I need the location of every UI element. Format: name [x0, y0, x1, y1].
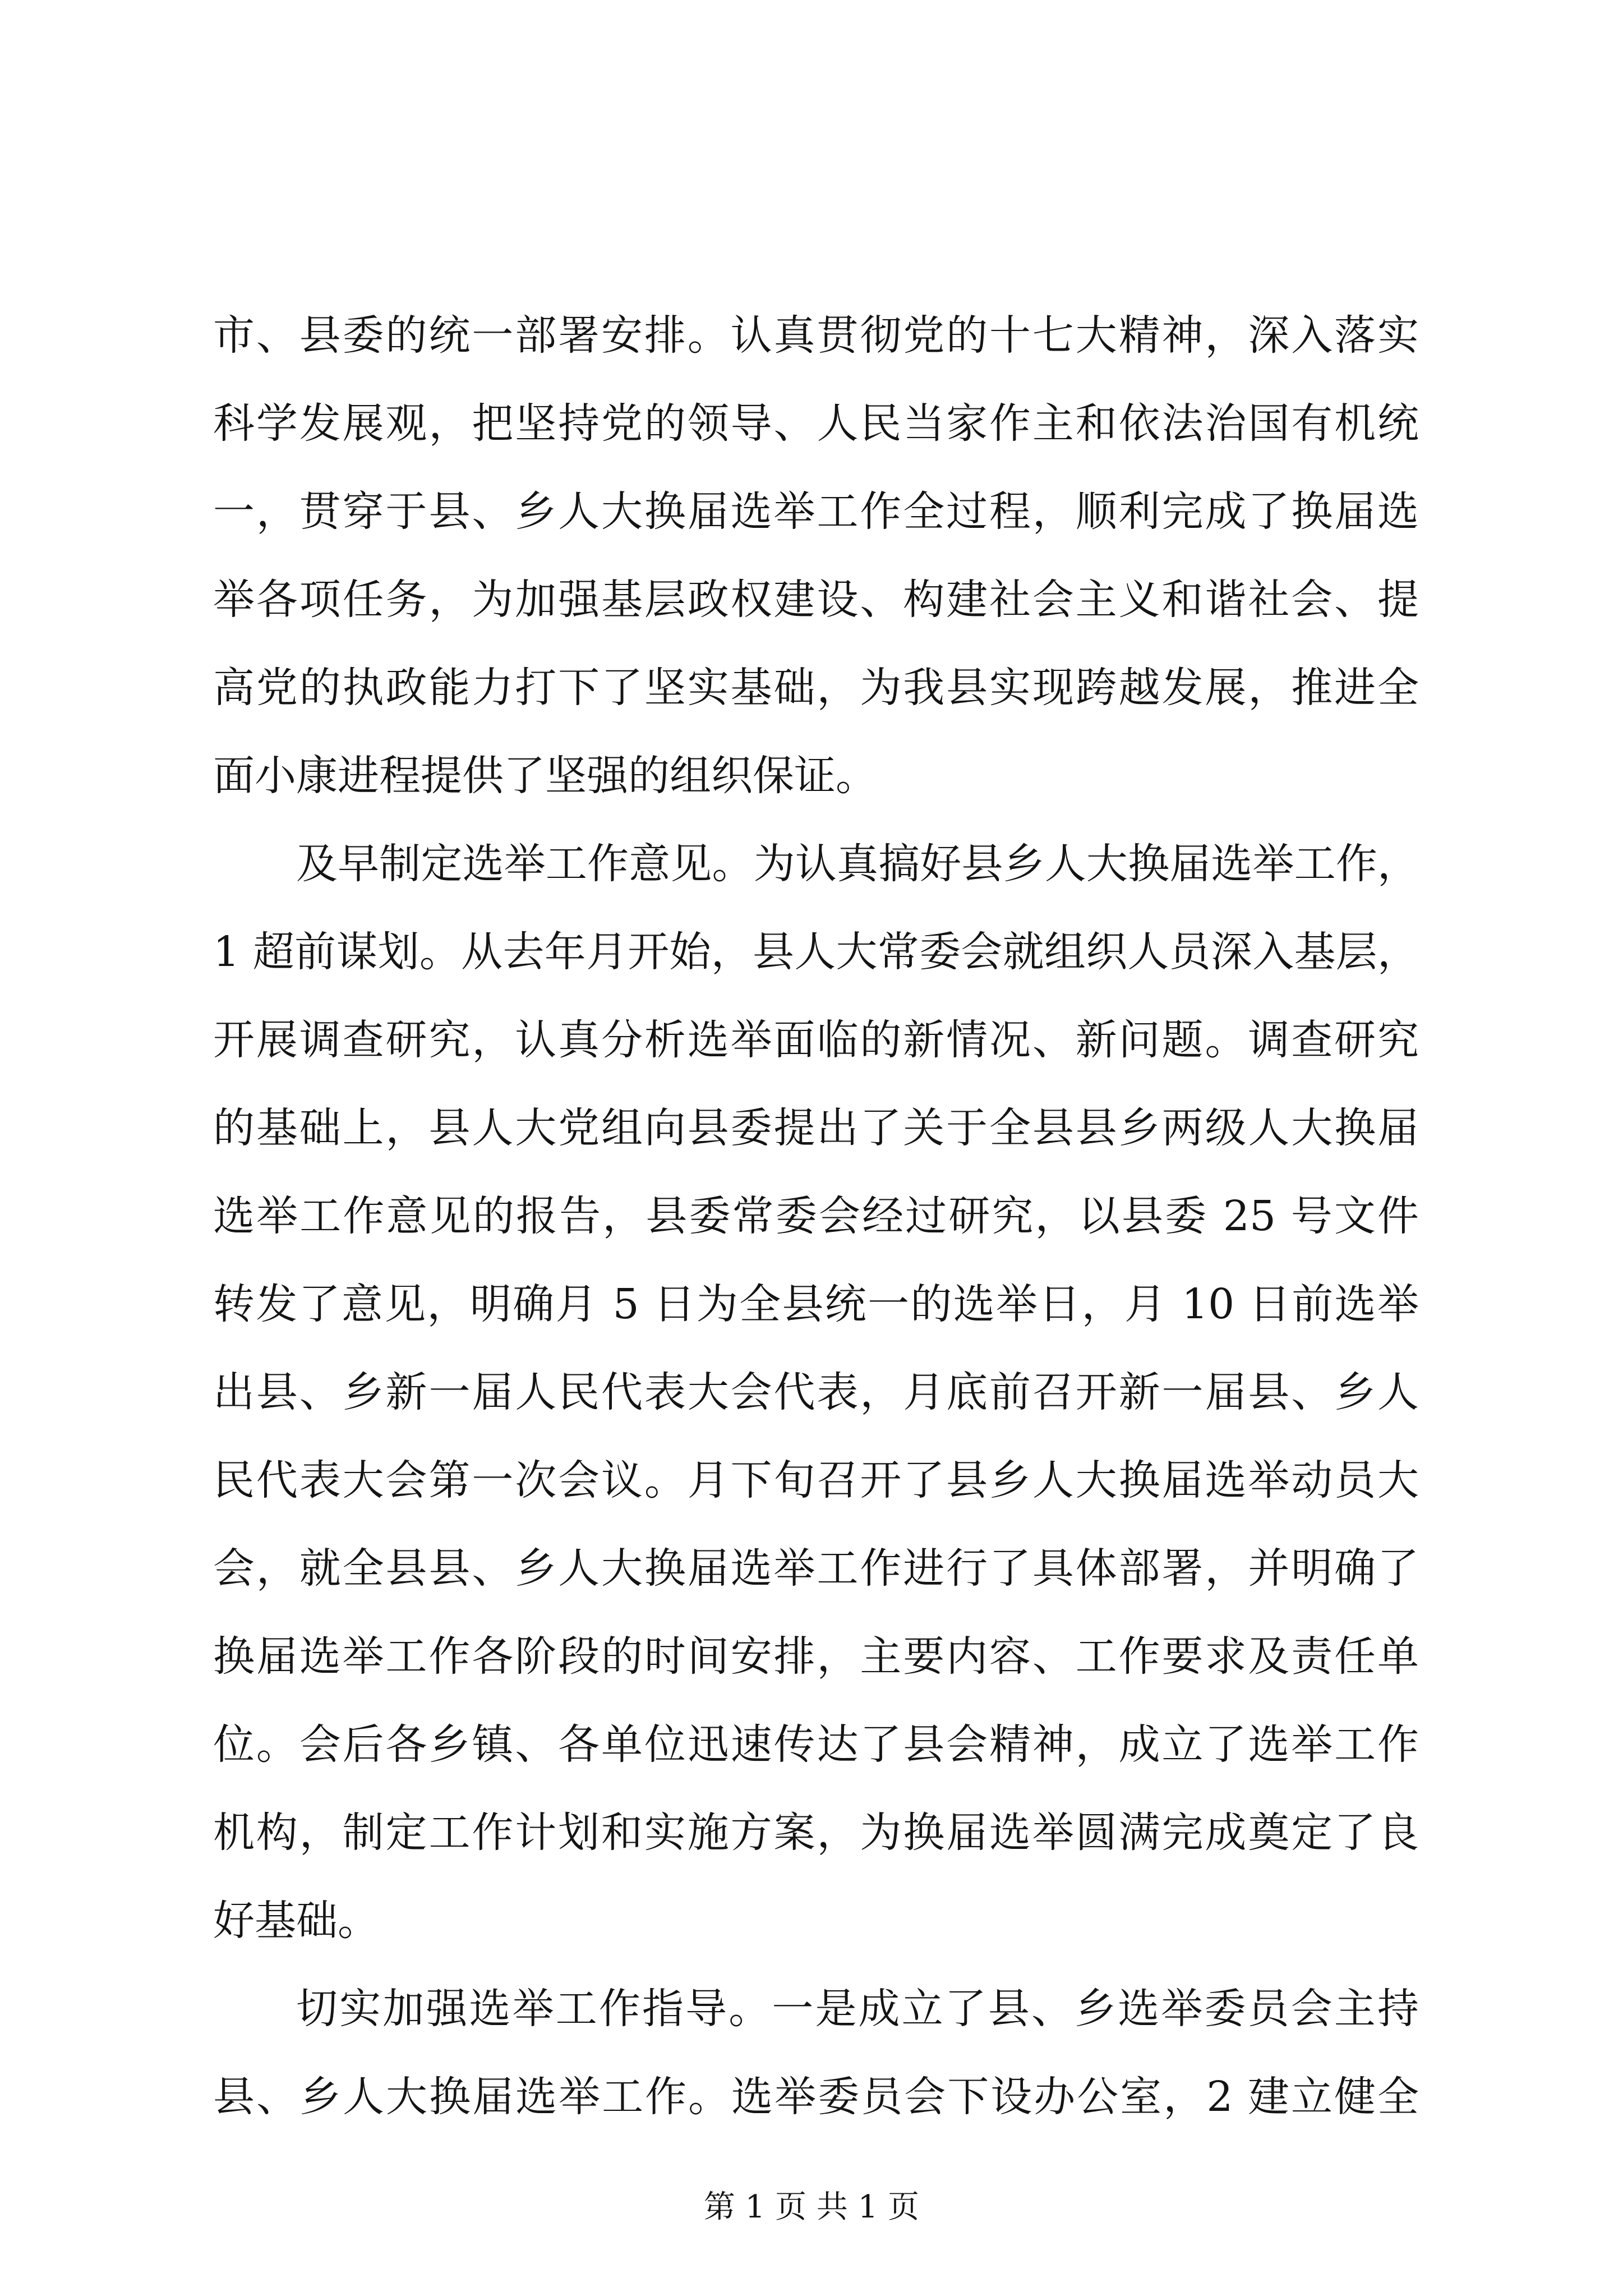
- text-line: 高党的执政能力打下了坚实基础，为我县实现跨越发展，推进全: [213, 664, 1419, 712]
- text-line: 1 超前谋划。从去年月开始，县人大常委会就组织人员深入基层，: [213, 928, 1419, 976]
- page-footer: 第 1 页 共 1 页: [703, 2189, 920, 2225]
- text-line: 开展调查研究，认真分析选举面临的新情况、新问题。调查研究: [213, 1016, 1419, 1064]
- text-line: 会，就全县县、乡人大换届选举工作进行了具体部署，并明确了: [213, 1544, 1419, 1593]
- text-line: 科学发展观，把坚持党的领导、人民当家作主和依法治国有机统: [213, 399, 1419, 448]
- text-line: 转发了意见，明确月 5 日为全县统一的选举日，月 10 日前选举: [213, 1280, 1419, 1328]
- text-line: 位。会后各乡镇、各单位迅速传达了县会精神，成立了选举工作: [213, 1720, 1419, 1769]
- text-line: 换届选举工作各阶段的时间安排，主要内容、工作要求及责任单: [213, 1632, 1419, 1681]
- text-line: 县、乡人大换届选举工作。选举委员会下设办公室，2 建立健全: [213, 2073, 1419, 2121]
- text-line: 的基础上，县人大党组向县委提出了关于全县县乡两级人大换届: [213, 1104, 1419, 1152]
- text-line: 市、县委的统一部署安排。认真贯彻党的十七大精神，深入落实: [213, 311, 1419, 360]
- text-line: 面小康进程提供了坚强的组织保证。: [213, 752, 877, 800]
- text-line: 好基础。: [213, 1897, 379, 1945]
- text-line: 出县、乡新一届人民代表大会代表，月底前召开新一届县、乡人: [213, 1368, 1419, 1416]
- text-line: 机构，制定工作计划和实施方案，为换届选举圆满完成奠定了良: [213, 1809, 1419, 1857]
- paragraph-first-line: 切实加强选举工作指导。一是成立了县、乡选举委员会主持: [296, 1985, 1419, 2033]
- text-line: 举各项任务，为加强基层政权建设、构建社会主义和谐社会、提: [213, 576, 1419, 624]
- text-line: 一，贯穿于县、乡人大换届选举工作全过程，顺利完成了换届选: [213, 487, 1419, 536]
- paragraph-first-line: 及早制定选举工作意见。为认真搞好县乡人大换届选举工作，: [296, 840, 1419, 888]
- text-line: 民代表大会第一次会议。月下旬召开了县乡人大换届选举动员大: [213, 1456, 1419, 1504]
- text-line: 选举工作意见的报告，县委常委会经过研究，以县委 25 号文件: [213, 1192, 1419, 1240]
